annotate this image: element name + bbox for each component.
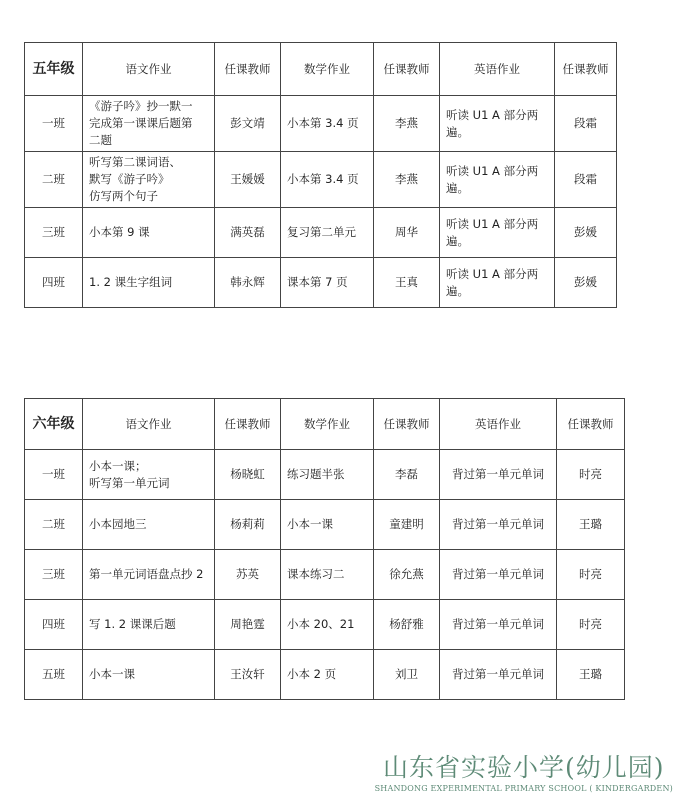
math-teacher: 童建明 [374,500,440,550]
english-homework [440,152,555,208]
english-homework-text: 听读 U1 A 部分两 遍。 [446,163,539,195]
math-teacher: 周华 [374,208,440,258]
table-row [25,450,625,500]
class-name: 一班 [25,450,83,500]
class-name: 五班 [25,650,83,700]
column-header-chinese: 语文作业 [83,43,215,96]
grade-label: 五年级 [25,43,83,96]
math-teacher: 李磊 [374,450,440,500]
chinese-homework [83,208,215,258]
english-teacher: 时亮 [557,450,625,500]
chinese-teacher: 杨晓虹 [215,450,281,500]
chinese-homework [83,258,215,308]
column-header-teacher: 任课教师 [557,399,625,450]
english-homework: 背过第一单元单词 [440,450,557,500]
column-header-teacher: 任课教师 [374,399,440,450]
chinese-homework-text: 写 1. 2 课课后题 [89,617,176,631]
class-name: 三班 [25,208,83,258]
class-name: 二班 [25,152,83,208]
math-homework: 课本第 7 页 [281,258,374,308]
school-logo [375,753,673,794]
english-homework: 背过第一单元单词 [440,600,557,650]
chinese-homework [83,450,215,500]
english-teacher: 王璐 [557,500,625,550]
class-name: 二班 [25,500,83,550]
math-homework: 小本第 3.4 页 [281,96,374,152]
column-header-english: 英语作业 [440,43,555,96]
english-teacher: 时亮 [557,600,625,650]
table-row [25,258,617,308]
chinese-homework-text: 听写第二课词语、 默写《游子吟》 仿写两个句子 [89,155,181,203]
math-homework: 小本一课 [281,500,374,550]
column-header-math: 数学作业 [281,399,374,450]
english-teacher: 段霜 [555,152,617,208]
math-teacher: 刘卫 [374,650,440,700]
chinese-homework [83,500,215,550]
english-homework: 背过第一单元单词 [440,550,557,600]
school-name-chinese: 山东省实验小学(幼儿园) [383,753,665,782]
class-name: 四班 [25,600,83,650]
column-header-teacher: 任课教师 [215,43,281,96]
table-row [25,152,617,208]
chinese-homework [83,152,215,208]
math-homework: 练习题半张 [281,450,374,500]
math-teacher: 杨舒雅 [374,600,440,650]
english-homework: 背过第一单元单词 [440,500,557,550]
column-header-teacher: 任课教师 [374,43,440,96]
chinese-homework-text: 小本一课； 听写第一单元词 [89,458,170,490]
class-name: 四班 [25,258,83,308]
english-teacher: 彭媛 [555,258,617,308]
math-teacher: 李燕 [374,96,440,152]
column-header-math: 数学作业 [281,43,374,96]
english-teacher: 彭媛 [555,208,617,258]
grade-label: 六年级 [25,399,83,450]
math-homework: 小本 2 页 [281,650,374,700]
english-teacher: 王璐 [557,650,625,700]
english-homework [440,258,555,308]
grade6-homework-table [24,398,625,700]
chinese-teacher: 彭文靖 [215,96,281,152]
english-homework: 背过第一单元单词 [440,650,557,700]
table-header-row [25,399,625,450]
chinese-homework-text: 1. 2 课生字组词 [89,275,173,289]
column-header-teacher: 任课教师 [215,399,281,450]
math-homework: 课本练习二 [281,550,374,600]
chinese-homework-text: 小本园地三 [89,517,147,531]
table-row [25,550,625,600]
chinese-homework-text: 第一单元词语盘点抄 2 [89,567,204,581]
chinese-homework [83,600,215,650]
column-header-english: 英语作业 [440,399,557,450]
chinese-teacher: 周艳霆 [215,600,281,650]
math-teacher: 徐允燕 [374,550,440,600]
math-teacher: 李燕 [374,152,440,208]
english-homework [440,208,555,258]
chinese-homework-text: 《游子吟》抄一默一 完成第一课课后题第 二题 [89,99,193,147]
chinese-teacher: 杨莉莉 [215,500,281,550]
english-homework-text: 听读 U1 A 部分两 遍。 [446,107,539,139]
table-header-row [25,43,617,96]
math-homework: 小本 20、21 [281,600,374,650]
chinese-homework [83,96,215,152]
chinese-teacher: 王媛媛 [215,152,281,208]
math-teacher: 王真 [374,258,440,308]
chinese-teacher: 苏英 [215,550,281,600]
chinese-homework-text: 小本一课 [89,667,135,681]
english-homework-text: 听读 U1 A 部分两 遍。 [446,266,539,298]
math-homework: 复习第二单元 [281,208,374,258]
chinese-homework [83,650,215,700]
column-header-teacher: 任课教师 [555,43,617,96]
table-row [25,96,617,152]
english-teacher: 时亮 [557,550,625,600]
math-homework: 小本第 3.4 页 [281,152,374,208]
table-row [25,600,625,650]
english-homework-text: 听读 U1 A 部分两 遍。 [446,216,539,248]
table-row [25,500,625,550]
chinese-teacher: 韩永辉 [215,258,281,308]
grade5-homework-table [24,42,617,308]
table-row [25,208,617,258]
chinese-teacher: 王汝轩 [215,650,281,700]
school-name-english: SHANDONG EXPERIMENTAL PRIMARY SCHOOL ( KINDERGARDEN) [374,784,673,793]
class-name: 一班 [25,96,83,152]
class-name: 三班 [25,550,83,600]
chinese-homework [83,550,215,600]
chinese-teacher: 满英磊 [215,208,281,258]
table-row [25,650,625,700]
english-teacher: 段霜 [555,96,617,152]
column-header-chinese: 语文作业 [83,399,215,450]
english-homework [440,96,555,152]
chinese-homework-text: 小本第 9 课 [89,225,150,239]
